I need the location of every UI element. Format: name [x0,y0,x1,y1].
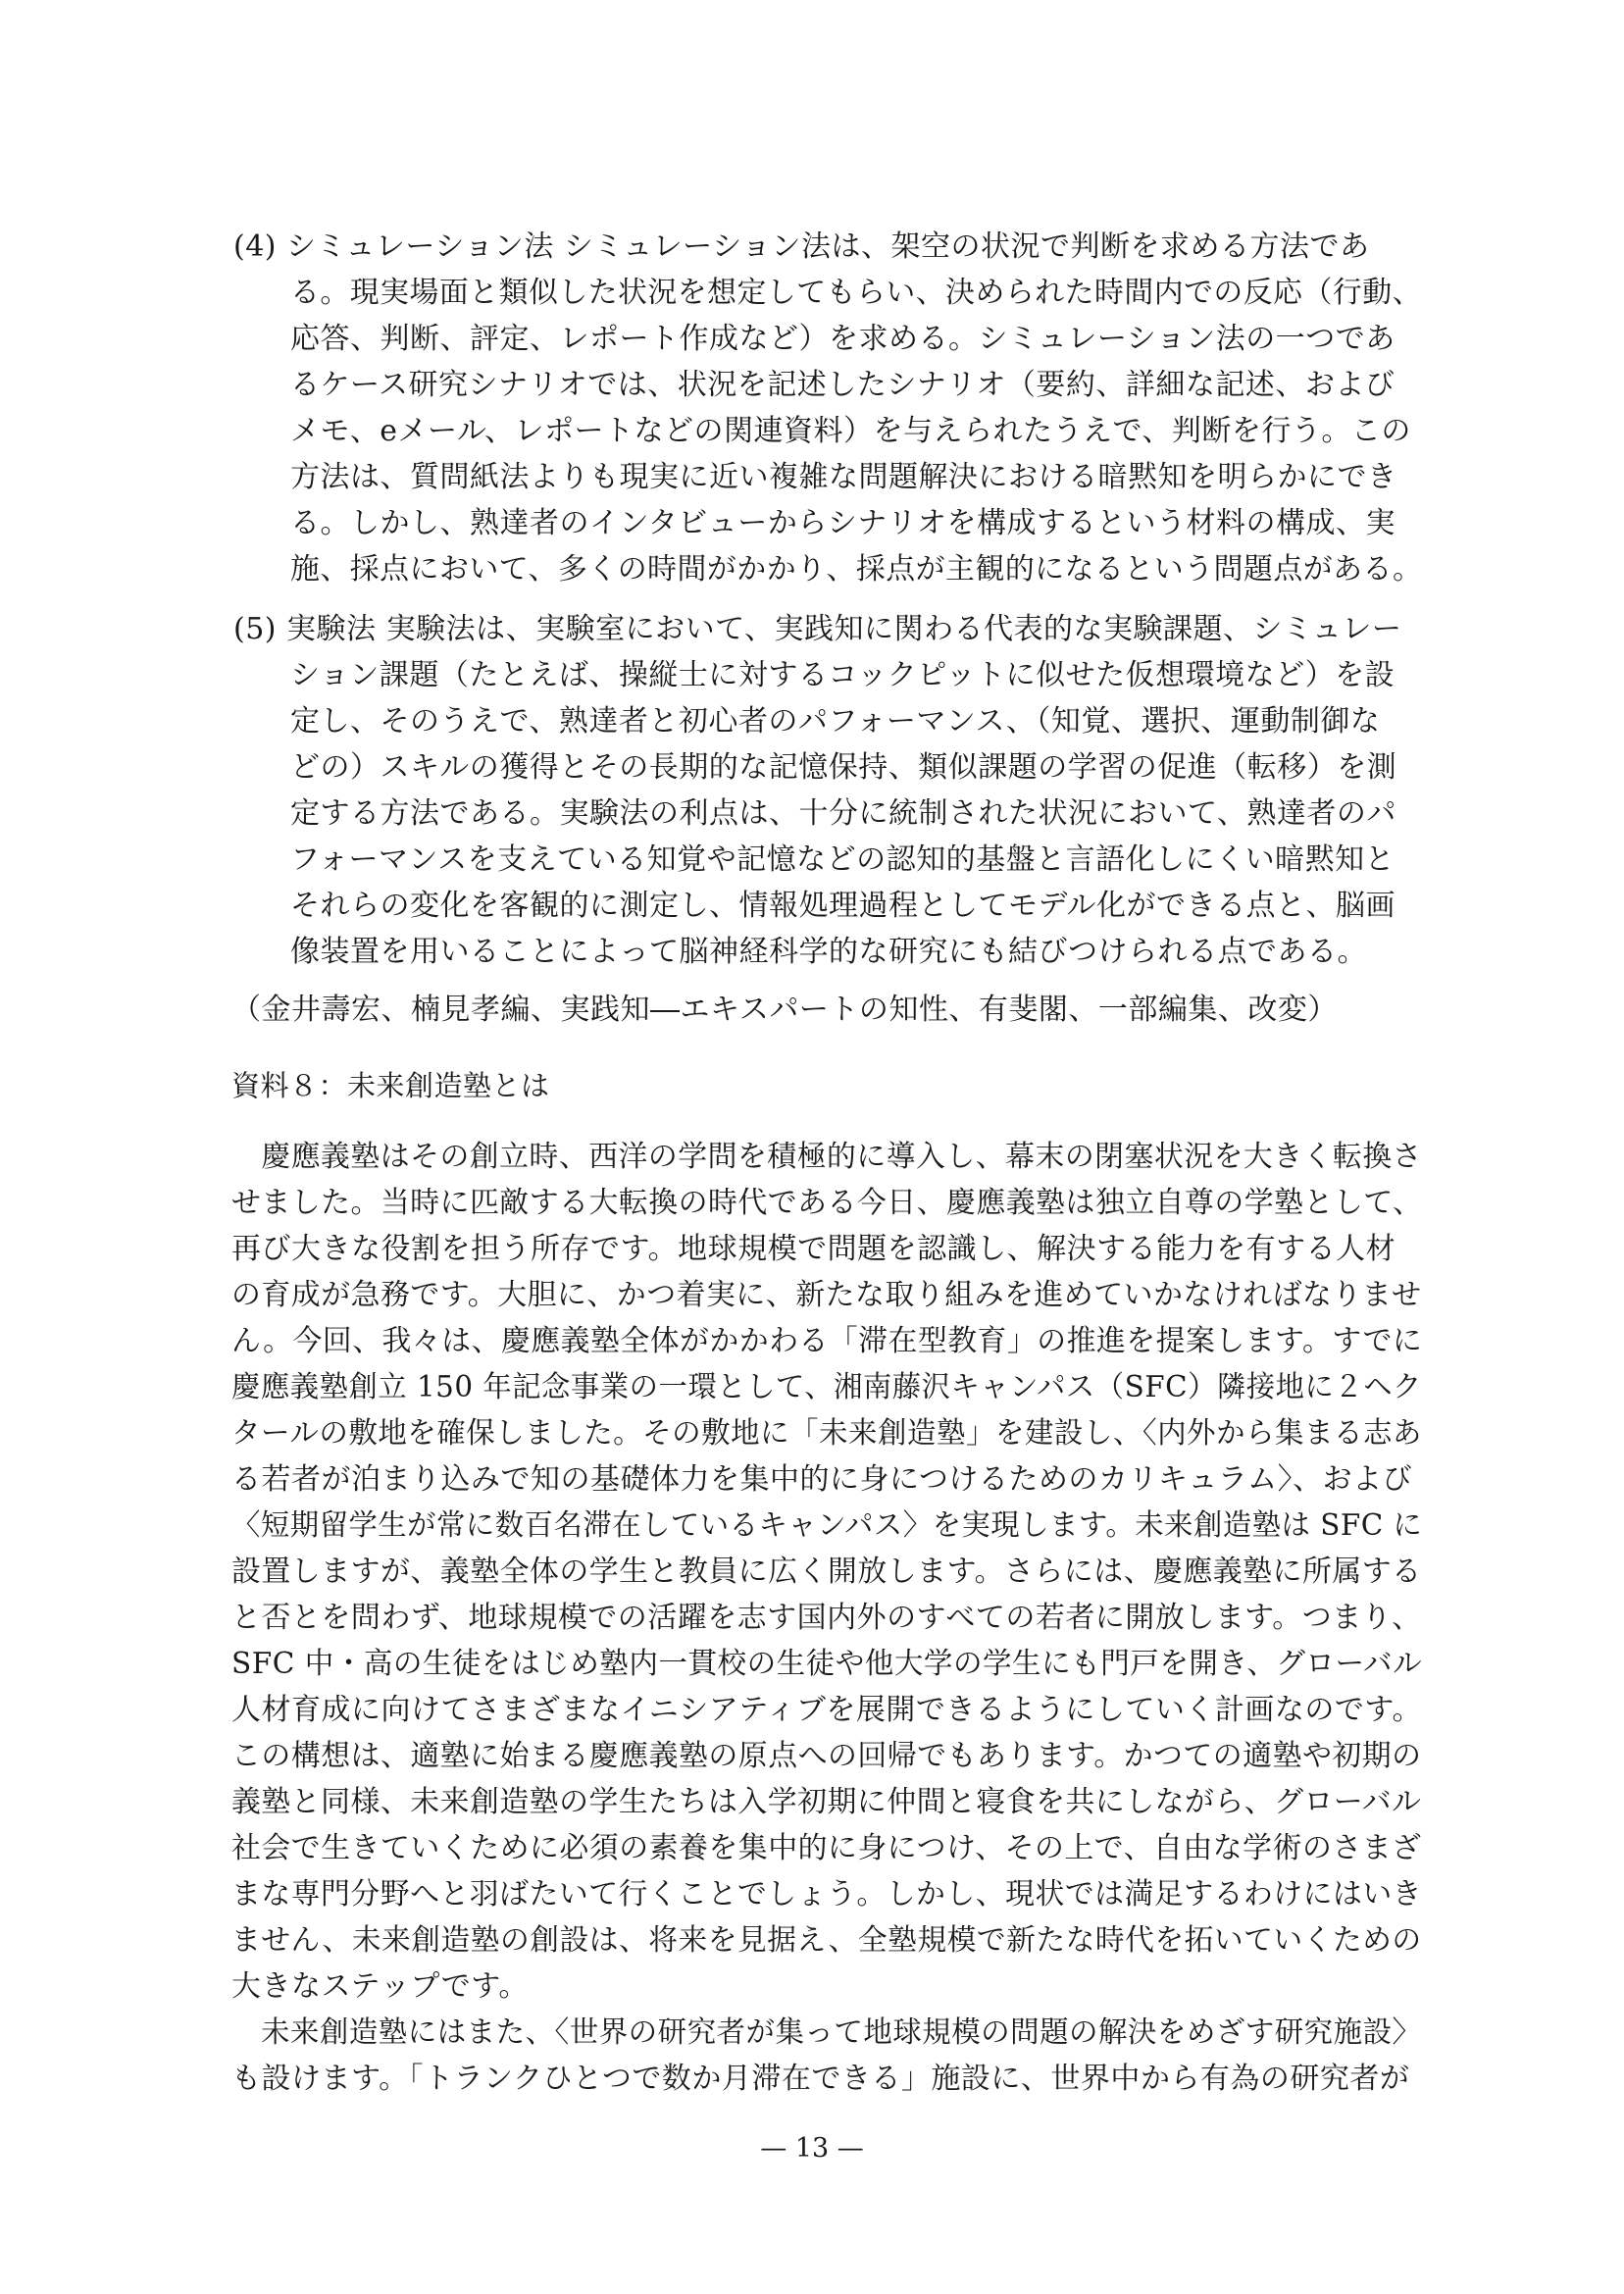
body-line: SFC 中・高の生徒をはじめ塾内一貫校の生徒や他大学の学生にも門戸を開き、グローバル [231,1647,1423,1681]
item-4-line-1: (4) シミュレーション法 シミュレーション法は、架空の状況で判断を求める方法であ [233,229,1370,264]
citation: （金井壽宏、楠見孝編、実践知―エキスパートの知性、有斐閣、一部編集、改変） [231,993,1338,1027]
body-line: まな専門分野へと羽ばたいて行くことでしょう。しかし、現状では満足するわけにはいき [231,1877,1423,1912]
body-line: ません、未来創造塾の創設は、将来を見据え、全塾規模で新たな時代を拓いていくための [231,1923,1422,1958]
body-line: 設置しますが、義塾全体の学生と教員に広く開放します。さらには、慶應義塾に所属する [231,1555,1422,1589]
item-4-line-3: 応答、判断、評定、レポート作成など）を求める。シミュレーション法の一つであ [290,322,1396,356]
body-line: 再び大きな役割を担う所存です。地球規模で問題を認識し、解決する能力を有する人材 [231,1232,1396,1266]
body-line: せました。当時に匹敵する大転換の時代である今日、慶應義塾は独立自尊の学塾として、 [231,1186,1423,1220]
body-line: も設けます。「トランクひとつで数か月滞在できる」施設に、世界中から有為の研究者が [231,2062,1410,2096]
item-5-line-7: それらの変化を客観的に測定し、情報処理過程としてモデル化ができる点と、脳画 [290,889,1396,923]
body-line: 慶應義塾はその創立時、西洋の学問を積極的に導入し、幕末の閉塞状況を大きく転換さ [231,1140,1423,1174]
body-line: 社会で生きていくために必須の素養を集中的に身につけ、その上で、自由な学術のさまざ [231,1831,1422,1865]
item-5-line-2: ション課題（たとえば、操縦士に対するコックピットに似せた仮想環境など）を設 [290,658,1396,692]
item-5-line-1: (5) 実験法 実験法は、実験室において、実践知に関わる代表的な実験課題、シミュレー [233,612,1402,646]
item-4-line-8: 施、採点において、多くの時間がかかり、採点が主観的になるという問題点がある。 [290,552,1423,586]
body-line: タールの敷地を確保しました。その敷地に「未来創造塾」を建設し、〈内外から集まる志あ [231,1416,1422,1451]
body-line: る若者が泊まり込みで知の基礎体力を集中的に身につけるためのカリキュラム〉、および [231,1462,1413,1497]
page-number: — 13 — [760,2133,864,2164]
item-5-line-8: 像装置を用いることによって脳神経科学的な研究にも結びつけられる点である。 [290,935,1367,969]
body-line: 〈短期留学生が常に数百名滞在しているキャンパス〉を実現します。未来創造塾は SFC に [231,1508,1423,1543]
body-line: の育成が急務です。大胆に、かつ着実に、新たな取り組みを進めていかなければなりませ [231,1278,1422,1312]
body-line: ん。今回、我々は、慶應義塾全体がかかわる「滞在型教育」の推進を提案します。すでに [231,1324,1423,1358]
item-4-line-2: る。現実場面と類似した状況を想定してもらい、決められた時間内での反応（行動、 [290,276,1423,310]
item-5-line-6: フォーマンスを支えている知覚や記憶などの認知的基盤と言語化しにくい暗黙知と [290,842,1396,877]
section-heading: 資料８：未来創造塾とは [231,1069,550,1102]
body-line: 大きなステップです。 [231,1969,529,2004]
body-line: 未来創造塾にはまた、〈世界の研究者が集って地球規模の問題の解決をめざす研究施設〉 [231,2015,1422,2050]
body-line: 慶應義塾創立 150 年記念事業の一環として、湘南藤沢キャンパス（SFC）隣接地に２ヘク [231,1370,1422,1404]
item-5-line-5: 定する方法である。実験法の利点は、十分に統制された状況において、熟達者のパ [290,796,1396,831]
item-4-line-4: るケース研究シナリオでは、状況を記述したシナリオ（要約、詳細な記述、および [290,368,1396,402]
body-line: 人材育成に向けてさまざまなイニシアティブを展開できるようにしていく計画なのです。 [231,1693,1422,1727]
body-line: と否とを問わず、地球規模での活躍を志す国内外のすべての若者に開放します。つまり、 [231,1601,1422,1635]
item-5-line-4: どの）スキルの獲得とその長期的な記憶保持、類似課題の学習の促進（転移）を測 [290,750,1397,785]
body-line: 義塾と同様、未来創造塾の学生たちは入学初期に仲間と寝食を共にしながら、グローバル [231,1785,1422,1819]
item-4-line-7: る。しかし、熟達者のインタビューからシナリオを構成するという材料の構成、実 [290,506,1396,540]
item-4-line-6: 方法は、質問紙法よりも現実に近い複雑な問題解決における暗黙知を明らかにでき [290,460,1397,494]
item-4-line-5: メモ、eメール、レポートなどの関連資料）を与えられたうえで、判断を行う。この [290,414,1411,448]
body-line: この構想は、適塾に始まる慶應義塾の原点への回帰でもあります。かつての適塾や初期の [231,1739,1422,1773]
item-5-line-3: 定し、そのうえで、熟達者と初心者のパフォーマンス、（知覚、選択、運動制御な [290,704,1381,739]
